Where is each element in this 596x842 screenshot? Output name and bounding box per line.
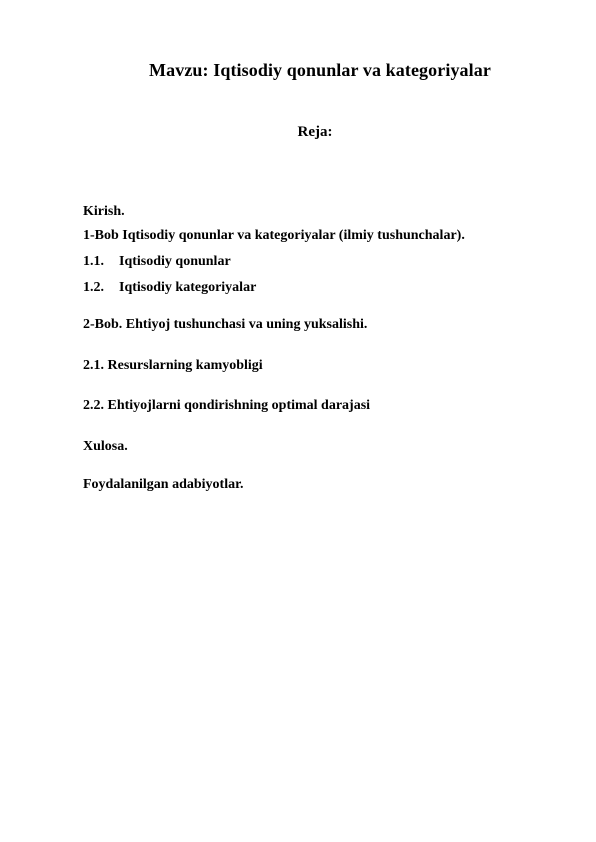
toc-item-text: 2.2. Ehtiyojlarni qondirishning optimal darajasi [83, 398, 371, 413]
toc-item-section-2-2 [83, 399, 370, 413]
toc-item-text: Xulosa. [83, 439, 128, 454]
toc-item-text: 2.1. Resurslarning kamyobligi [83, 358, 263, 373]
toc-item-text: Foydalanilgan adabiyotlar. [83, 477, 244, 492]
document-title: Mavzu: Iqtisodiy qonunlar va kategoriyalar [149, 60, 491, 80]
toc-item-references [83, 478, 244, 492]
toc-item-section-2-1 [83, 359, 263, 373]
plan-heading: Reja: [297, 124, 333, 140]
toc-item-text: Iqtisodiy kategoriyalar [119, 280, 257, 295]
toc-item-text: 2-Bob. Ehtiyoj tushunchasi va uning yuksalishi. [83, 317, 368, 332]
toc-item-text: Kirish. [83, 204, 125, 219]
toc-item-number: 1.2. [83, 280, 104, 295]
toc-item-section-1-2 [83, 281, 256, 295]
toc-item-text: Iqtisodiy qonunlar [119, 254, 231, 269]
toc-item-conclusion [83, 440, 128, 454]
toc-item-chapter-2 [83, 318, 367, 332]
toc-item-section-1-1 [83, 255, 231, 269]
toc-item-number: 1.1. [83, 254, 104, 269]
toc-item-text: 1-Bob Iqtisodiy qonunlar va kategoriyalar (ilmiy tushunchalar). [83, 228, 465, 243]
toc-item-chapter-1 [83, 229, 465, 243]
toc-item-introduction [83, 205, 125, 219]
